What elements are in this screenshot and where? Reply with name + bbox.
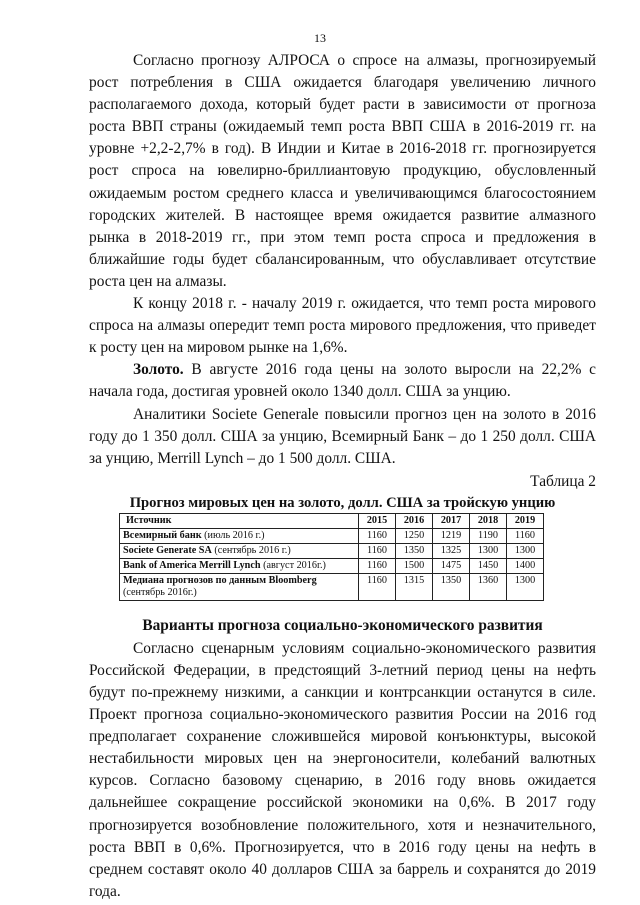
header-year: 2016 [396, 513, 433, 528]
value-cell: 1250 [396, 528, 433, 543]
source-cell: Всемирный банк (июль 2016 г.) [120, 528, 359, 543]
table-row [120, 543, 544, 558]
paragraph-alrosa-forecast: Согласно прогнозу АЛРОСА о спросе на алмазы, прогнозируемый рост потребления в США ожидается благодаря увеличению личного располагаемого дохода, который будет расти в зависимости от прогноза роста ВВП страны (ожидаемый темп роста ВВП США в 2016-2019 гг. на уровне +2,2-2,7% в год). В Индии и Китае в 2016-2018 гг. прогнозируется рост спроса на ювелирно-бриллиантовую продукцию, обусловленный ожидаемым ростом среднего класса и увеличивающимся благосостоянием городских жителей. В настоящее время ожидается развитие алмазного рынка в 2018-2019 гг., при этом темп роста спроса и предложения в ближайшие годы будет сбалансированным, что обуславливает отсутствие роста цен на алмазы. [89, 52, 596, 290]
section-title: Варианты прогноза социально-экономического развития [142, 616, 543, 634]
paragraph-gold [89, 359, 596, 403]
value-cell: 1450 [470, 558, 507, 573]
table-row [120, 528, 544, 543]
value-cell: 1475 [433, 558, 470, 573]
gold-lead: Золото. [133, 361, 184, 379]
value-cell: 1300 [507, 573, 544, 600]
value-cell: 1219 [433, 528, 470, 543]
table-label: Таблица 2 [530, 472, 596, 490]
header-source: Источник [120, 513, 359, 528]
value-cell: 1160 [507, 528, 544, 543]
paragraph-analysts: Аналитики Societe Generale повысили прогноз цен на золото в 2016 году до 1 350 долл. США за унцию, Всемирный Банк – до 1 250 долл. США за унцию, Merrill Lynch – до 1 500 долл. США. [89, 405, 596, 467]
header-year: 2017 [433, 513, 470, 528]
paragraph-scenario: Согласно сценарным условиям социально-экономического развития Российской Федерации, в предстоящий 3-летний период цены на нефть будут по-прежнему низкими, а санкции и контрсанкции останутся в силе. Проект прогноза социально-экономического развития России на 2016 год предполагает сохранение сложившейся мировой конъюнктуры, высокой нестабильности мировых цен на энергоносители, колебаний валютных курсов. Согласно базовому сценарию, в 2016 году вновь ожидается дальнейшее сокращение российской экономики на 0,6%. В 2017 году прогнозируется возобновление положительного, хотя и незначительного, роста ВВП в 0,6%. Прогнозируется, что в 2016 году цены на нефть в среднем составят около 40 долларов США за баррель и сохранятся до 2019 года. [89, 639, 596, 900]
value-cell: 1360 [470, 573, 507, 600]
value-cell: 1350 [433, 573, 470, 600]
table-row [120, 558, 544, 573]
header-year: 2018 [470, 513, 507, 528]
table-header-row [120, 513, 544, 528]
page-content [89, 50, 596, 903]
gold-text: В августе 2016 года цены на золото выросли на 22,2% с начала года, достигая уровней около 1340 долл. США за унцию. [89, 361, 596, 401]
paragraph-diamond-demand-2018: К концу 2018 г. - началу 2019 г. ожидается, что темп роста мирового спроса на алмазы опередит темп роста мирового предложения, что приведет к росту цен на мировом рынке на 1,6%. [89, 295, 596, 357]
table-row [120, 573, 544, 600]
source-cell: Societe Generate SA (сентябрь 2016 г.) [120, 543, 359, 558]
page-number: 13 [314, 31, 326, 45]
value-cell: 1160 [359, 558, 396, 573]
source-cell: Bank of America Merrill Lynch (август 2016г.) [120, 558, 359, 573]
value-cell: 1315 [396, 573, 433, 600]
value-cell: 1300 [507, 543, 544, 558]
value-cell: 1325 [433, 543, 470, 558]
value-cell: 1500 [396, 558, 433, 573]
gold-forecast-table [119, 513, 544, 601]
value-cell: 1190 [470, 528, 507, 543]
value-cell: 1350 [396, 543, 433, 558]
header-year: 2015 [359, 513, 396, 528]
value-cell: 1160 [359, 573, 396, 600]
value-cell: 1160 [359, 528, 396, 543]
value-cell: 1400 [507, 558, 544, 573]
table-title: Прогноз мировых цен на золото, долл. США за тройскую унцию [129, 494, 556, 511]
value-cell: 1160 [359, 543, 396, 558]
source-cell: Медиана прогнозов по данным Bloomberg (сентябрь 2016г.) [120, 573, 359, 600]
value-cell: 1300 [470, 543, 507, 558]
header-year: 2019 [507, 513, 544, 528]
